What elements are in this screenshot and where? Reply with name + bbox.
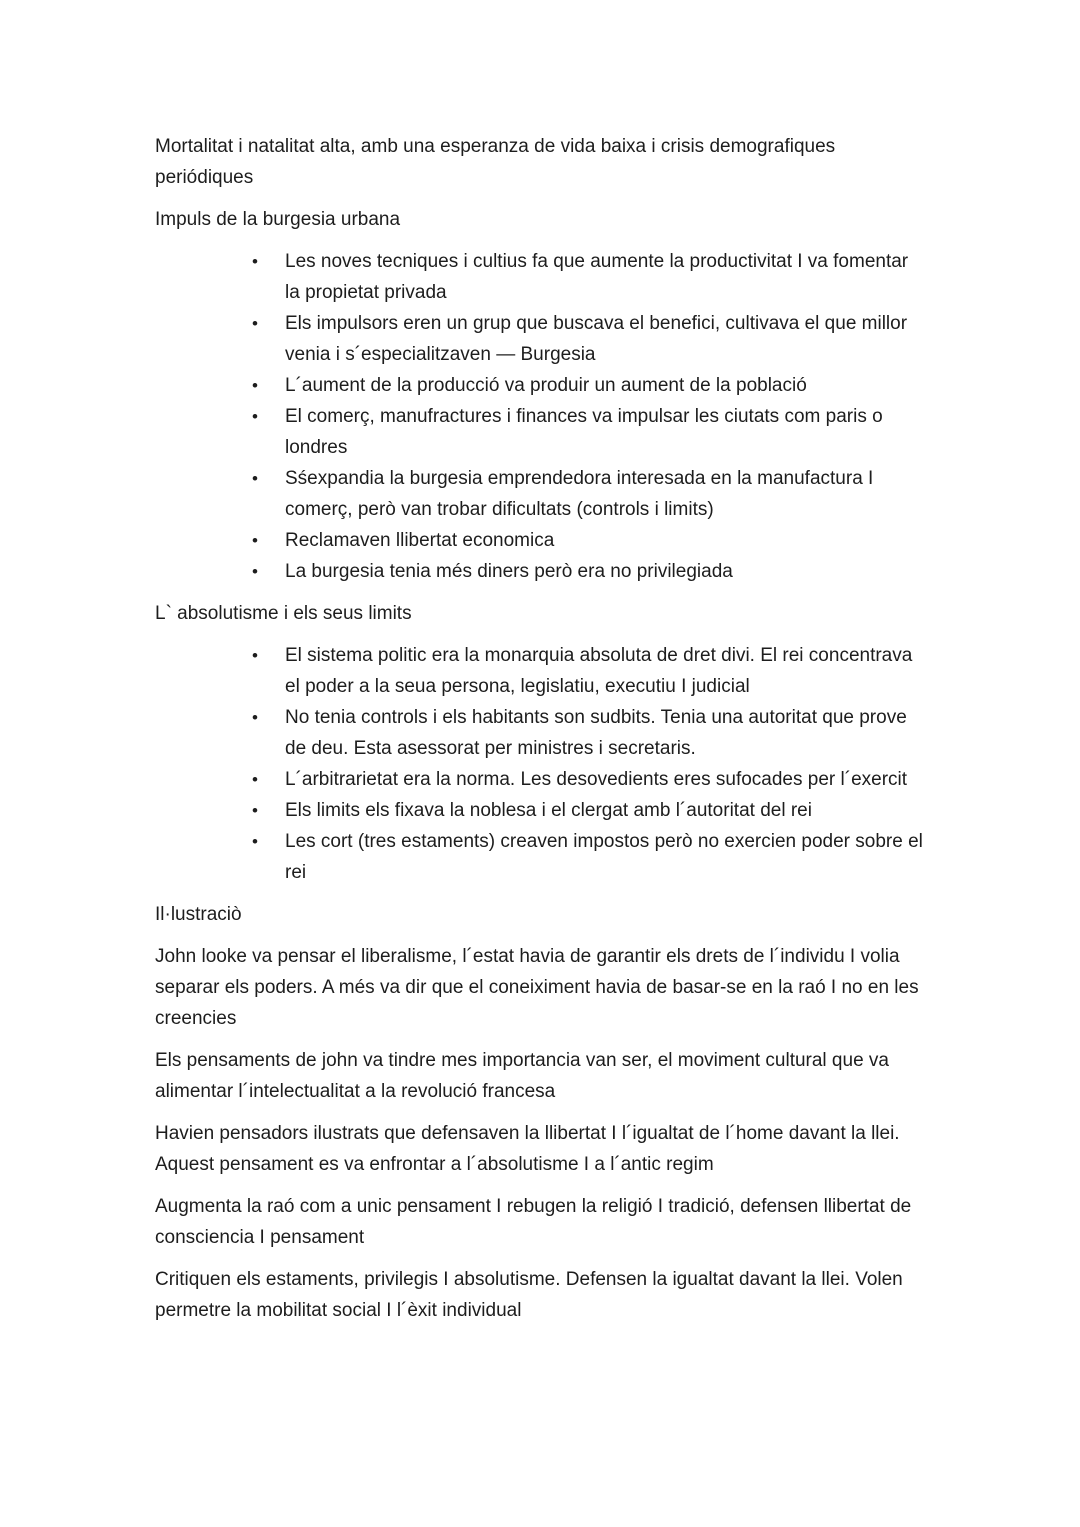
- paragraph: Il·lustraciò: [155, 904, 242, 925]
- bullet-item: [155, 702, 927, 764]
- bullet-icon: •: [252, 376, 258, 395]
- bullet-icon: •: [252, 708, 258, 727]
- bullet-item-text: Sśexpandia la burgesia emprendedora interesada en la manufactura I comerç, però van trobar dificultats (controls i limits): [285, 468, 874, 520]
- bullet-icon: •: [252, 562, 258, 581]
- bullet-item: [155, 246, 927, 308]
- bullet-item-text: Les noves tecniques i cultius fa que aumente la productivitat I va fomentar la propietat privada: [285, 251, 909, 303]
- bullet-list: [155, 640, 927, 888]
- bullet-icon: •: [252, 832, 258, 851]
- bullet-item: [155, 640, 927, 702]
- bullet-icon: •: [252, 770, 258, 789]
- paragraph: Augmenta la raó com a unic pensament I rebugen la religió I tradició, defensen llibertat de consciencia I pensament: [155, 1196, 912, 1248]
- bullet-item-text: L´arbitrarietat era la norma. Les desovedients eres sufocades per l´exercit: [285, 769, 908, 790]
- bullet-item-text: L´aument de la producció va produir un aument de la població: [285, 375, 807, 396]
- bullet-item: [155, 764, 927, 795]
- bullet-item: [155, 826, 927, 888]
- bullet-icon: •: [252, 314, 258, 333]
- bullet-item: [155, 556, 927, 587]
- bullet-item: [155, 525, 927, 556]
- paragraph: Impuls de la burgesia urbana: [155, 209, 401, 230]
- bullet-list: [155, 246, 927, 587]
- bullet-icon: •: [252, 646, 258, 665]
- bullet-item-text: No tenia controls i els habitants son sudbits. Tenia una autoritat que prove de deu. Esta asessorat per ministres i secretaris.: [285, 707, 907, 759]
- document-content: [155, 131, 927, 1326]
- bullet-item: [155, 401, 927, 463]
- bullet-icon: •: [252, 469, 258, 488]
- bullet-icon: •: [252, 801, 258, 820]
- bullet-icon: •: [252, 531, 258, 550]
- bullet-item-text: El comerç, manufractures i finances va impulsar les ciutats com paris o londres: [285, 406, 883, 458]
- paragraph: Mortalitat i natalitat alta, amb una esperanza de vida baixa i crisis demografiques periódiques: [155, 136, 836, 188]
- bullet-item: [155, 308, 927, 370]
- paragraph: L` absolutisme i els seus limits: [155, 603, 412, 624]
- paragraph: Havien pensadors ilustrats que defensaven la llibertat I l´igualtat de l´home davant la llei. Aquest pensament es va enfrontar a l´absolutisme I a l´antic regim: [155, 1123, 900, 1175]
- bullet-item-text: Les cort (tres estaments) creaven impostos però no exercien poder sobre el rei: [285, 831, 923, 883]
- bullet-item-text: El sistema politic era la monarquia absoluta de dret divi. El rei concentrava el poder a la seua persona, legislatiu, executiu I judicial: [285, 645, 913, 697]
- paragraph: John looke va pensar el liberalisme, l´estat havia de garantir els drets de l´individu I volia separar els poders. A més va dir que el coneiximent havia de basar-se en la raó I no en les creencies: [155, 946, 919, 1029]
- bullet-item-text: Reclamaven llibertat economica: [285, 530, 555, 551]
- bullet-item-text: La burgesia tenia més diners però era no privilegiada: [285, 561, 733, 582]
- paragraph: Els pensaments de john va tindre mes importancia van ser, el moviment cultural que va alimentar l´intelectualitat a la revolució francesa: [155, 1050, 889, 1102]
- bullet-item-text: Els limits els fixava la noblesa i el clergat amb l´autoritat del rei: [285, 800, 812, 821]
- bullet-icon: •: [252, 407, 258, 426]
- bullet-item: [155, 795, 927, 826]
- paragraph: Critiquen els estaments, privilegis I absolutisme. Defensen la igualtat davant la llei. Volen permetre la mobilitat social I l´èxit individual: [155, 1269, 903, 1321]
- bullet-item: [155, 463, 927, 525]
- bullet-item: [155, 370, 927, 401]
- bullet-item-text: Els impulsors eren un grup que buscava el benefici, cultivava el que millor venia i s´especialitzaven — Burgesia: [285, 313, 908, 365]
- bullet-icon: •: [252, 252, 258, 271]
